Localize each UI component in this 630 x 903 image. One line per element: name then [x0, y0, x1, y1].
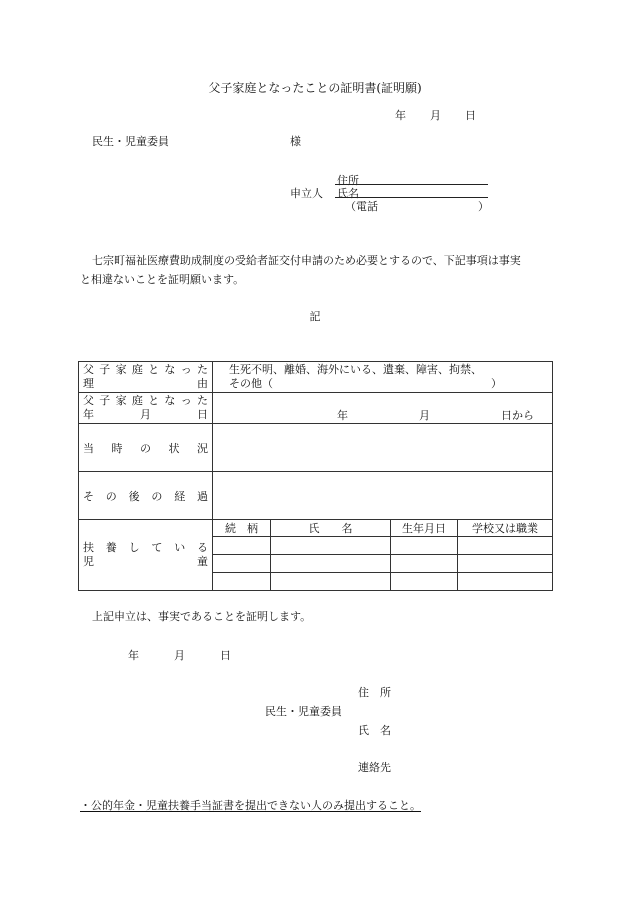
label-char: 庭 — [131, 394, 143, 407]
reason-other-close: ） — [491, 377, 502, 390]
label-char: た — [196, 394, 208, 407]
body-line-1: 七宗町福祉医療費助成制度の受給者証交付申請のため必要とするので、下記事項は事実 — [92, 254, 521, 267]
label-char: と — [148, 394, 160, 407]
label-char: し — [128, 541, 140, 554]
label-char: 養 — [105, 541, 117, 554]
certify-date-month: 月 — [174, 649, 185, 662]
date-value — [213, 407, 552, 421]
label-char: た — [196, 363, 208, 376]
header-date-day: 日 — [465, 109, 476, 122]
date-day-from: 日から — [501, 409, 534, 422]
children-row-3-birthdate[interactable] — [391, 573, 458, 591]
children-label-bottom-2: 童 — [197, 555, 208, 568]
certify-date-day: 日 — [220, 649, 231, 662]
reason-label-bottom-1: 理 — [83, 377, 94, 390]
certifier-name-label: 氏 名 — [358, 724, 391, 737]
label-char: と — [148, 363, 160, 376]
label-char: 当 — [83, 441, 94, 455]
certifier-address-label: 住 所 — [358, 686, 391, 699]
label-char: そ — [83, 489, 94, 503]
reason-label-top — [83, 363, 208, 377]
label-char: る — [196, 541, 208, 554]
header-date-year: 年 — [395, 109, 406, 122]
children-label-bottom — [83, 555, 208, 569]
situation-label — [79, 424, 213, 472]
children-header-row — [79, 520, 553, 537]
label-char: な — [164, 394, 176, 407]
label-char: 経 — [174, 489, 186, 503]
children-label — [79, 520, 213, 591]
applicant-label: 申立人 — [290, 187, 323, 200]
label-char: 庭 — [131, 363, 143, 376]
certify-text: 上記申立は、事実であることを証明します。 — [92, 610, 312, 623]
children-label-top — [83, 541, 208, 555]
children-header-birthdate: 生年月日 — [391, 520, 458, 537]
progress-value-cell[interactable] — [213, 472, 553, 520]
date-month: 月 — [419, 409, 430, 422]
addressee-name: 民生・児童委員 — [92, 135, 169, 148]
header-date-month: 月 — [430, 109, 441, 122]
label-char: の — [140, 441, 151, 455]
progress-label-text — [83, 488, 208, 504]
label-char: 況 — [197, 441, 208, 455]
label-char: 過 — [196, 489, 208, 503]
children-row-2-birthdate[interactable] — [391, 555, 458, 573]
document-title: 父子家庭となったことの証明書(証明願) — [208, 81, 422, 95]
label-char: 父 — [83, 394, 94, 407]
label-char: 父 — [83, 363, 94, 376]
children-row-1-school-job[interactable] — [458, 537, 553, 555]
applicant-address-label: 住所 — [337, 174, 359, 187]
children-header-relation: 続 柄 — [213, 520, 271, 537]
children-row-1-birthdate[interactable] — [391, 537, 458, 555]
children-row-1-name[interactable] — [271, 537, 391, 555]
children-row-2-relation[interactable] — [213, 555, 271, 573]
situation-value-cell[interactable] — [213, 424, 553, 472]
children-row-2-name[interactable] — [271, 555, 391, 573]
date-label-bottom-2: 月 — [140, 408, 151, 421]
date-label-bottom-3: 日 — [197, 408, 208, 421]
label-char: 子 — [99, 394, 111, 407]
children-header-name: 氏 名 — [271, 520, 391, 537]
children-row-1-relation[interactable] — [213, 537, 271, 555]
children-header-school-job: 学校又は職業 — [458, 520, 553, 537]
label-char: っ — [180, 394, 192, 407]
label-char: て — [151, 541, 163, 554]
children-label-bottom-1: 児 — [83, 555, 94, 568]
date-label-bottom — [83, 408, 208, 422]
situation-row — [79, 424, 553, 472]
reason-options: 生死不明、離婚、海外にいる、遺棄、障害、拘禁、 — [229, 363, 482, 376]
progress-label — [79, 472, 213, 520]
body-line-2: と相違ないことを証明願います。 — [80, 273, 245, 286]
label-char: っ — [180, 363, 192, 376]
reason-other — [229, 377, 552, 391]
label-char: の — [105, 489, 117, 503]
date-value-cell[interactable] — [213, 393, 553, 424]
reason-label-bottom-2: 由 — [197, 377, 208, 390]
reason-label-bottom — [83, 377, 208, 391]
label-char: の — [151, 489, 163, 503]
label-char: な — [164, 363, 176, 376]
children-row-3-school-job[interactable] — [458, 573, 553, 591]
label-char: 扶 — [83, 541, 94, 554]
applicant-phone-open: （電話 — [345, 200, 378, 213]
label-char: 家 — [115, 394, 127, 407]
ki-label: 記 — [309, 310, 321, 323]
date-label-bottom-1: 年 — [83, 408, 94, 421]
date-label — [79, 393, 213, 424]
children-row-3-relation[interactable] — [213, 573, 271, 591]
label-char: 時 — [111, 441, 123, 455]
certificate-table — [78, 361, 553, 591]
progress-row — [79, 472, 553, 520]
certifier-role: 民生・児童委員 — [265, 705, 342, 718]
children-row-3-name[interactable] — [271, 573, 391, 591]
certify-date-year: 年 — [128, 649, 139, 662]
reason-label — [79, 362, 213, 393]
date-year: 年 — [337, 409, 348, 422]
children-row-2-school-job[interactable] — [458, 555, 553, 573]
label-char: 状 — [168, 441, 180, 455]
label-char: 子 — [99, 363, 111, 376]
situation-label-text — [83, 440, 208, 456]
footnote: ・公的年金・児童扶養手当証書を提出できない人のみ提出すること。 — [80, 799, 421, 812]
label-char: 後 — [128, 489, 140, 503]
date-row — [79, 393, 553, 424]
certifier-contact-label: 連絡先 — [358, 761, 391, 774]
applicant-name-label: 氏名 — [337, 187, 359, 200]
reason-other-open: その他（ — [229, 377, 273, 390]
reason-value-cell[interactable] — [213, 362, 553, 393]
label-char: い — [174, 541, 186, 554]
addressee-honorific: 様 — [290, 135, 301, 148]
date-label-top — [83, 394, 208, 408]
applicant-phone-close: ） — [478, 200, 489, 213]
reason-row — [79, 362, 553, 393]
label-char: 家 — [115, 363, 127, 376]
